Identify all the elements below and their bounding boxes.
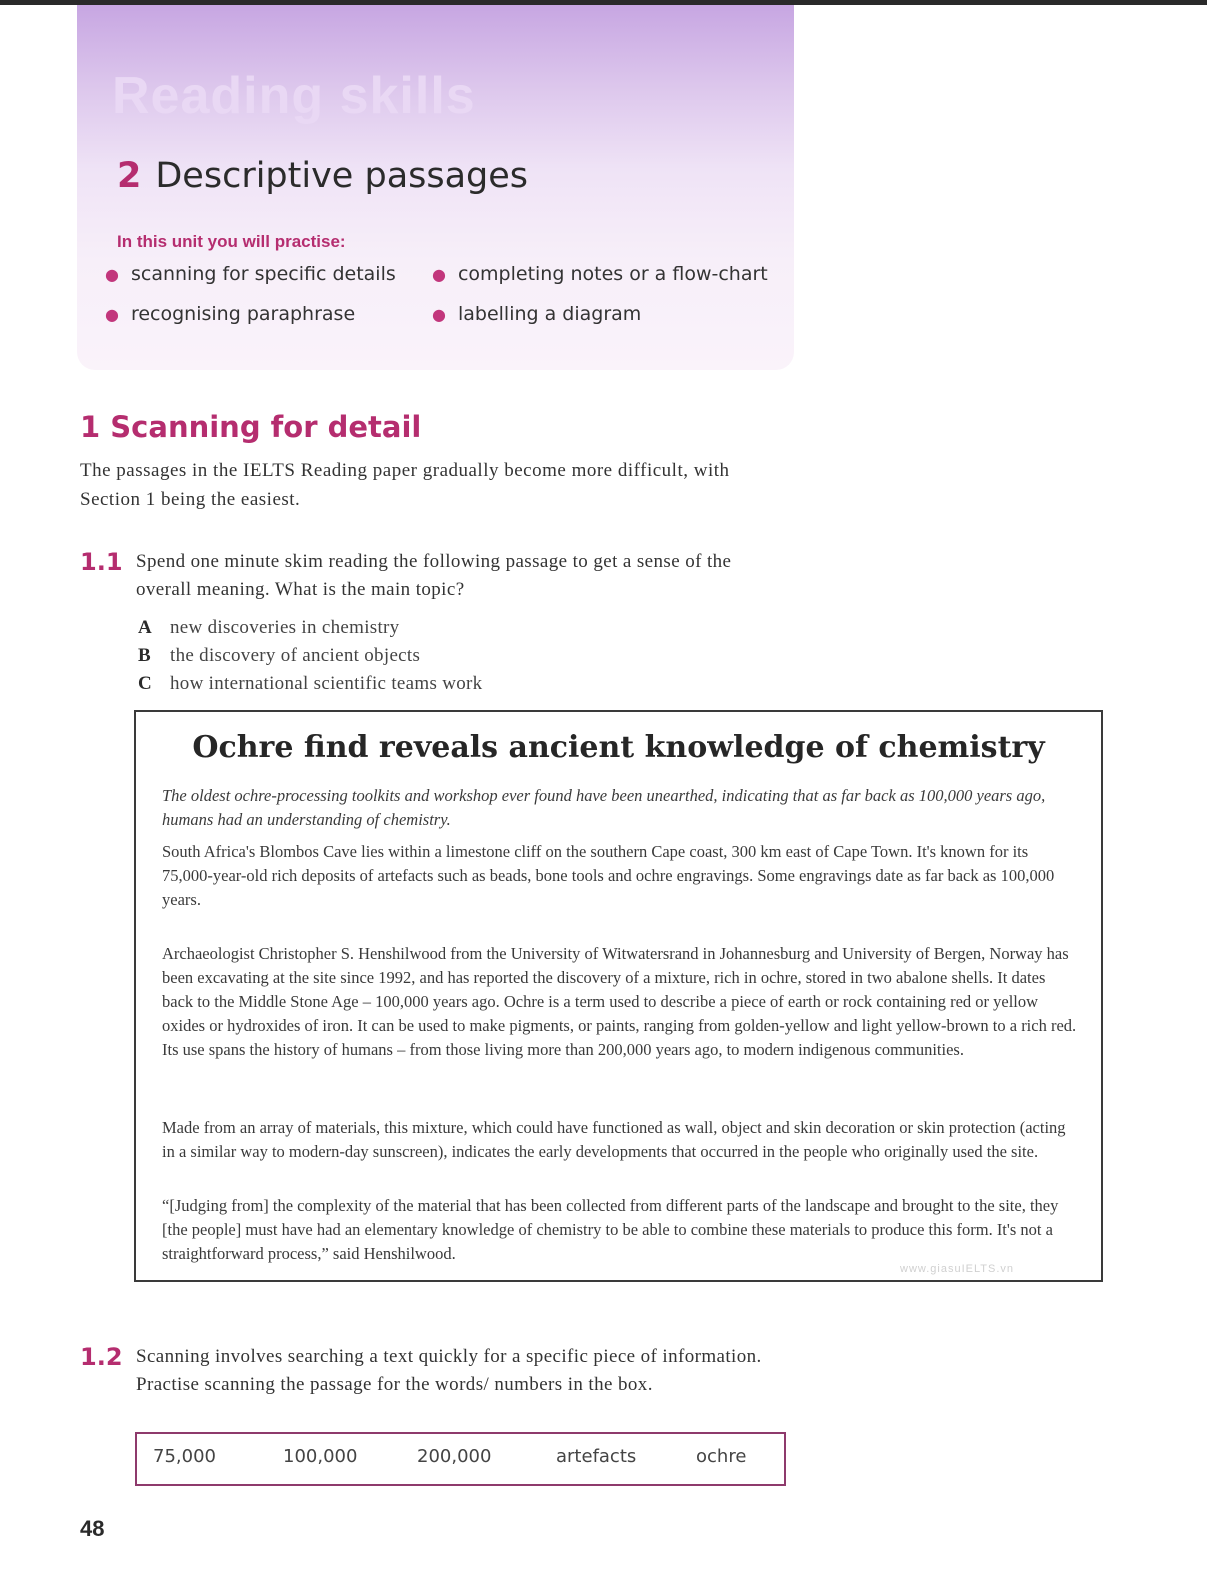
skill-item [432, 303, 641, 325]
section-title-text: Scanning for detail [110, 410, 422, 444]
article-paragraph: Made from an array of materials, this mixture, which could have functioned as wall, object and skin decoration or skin protection (acting in a similar way to modern-day sunscreen), indicates the early developments that occurred in the people who originally used the site. [162, 1118, 1066, 1161]
option-letter: B [138, 645, 151, 666]
bullet-icon: ● [105, 265, 119, 284]
bullet-icon: ● [432, 305, 446, 324]
watermark: www.giasuIELTS.vn [900, 1263, 1015, 1275]
option-text: new discoveries in chemistry [170, 617, 400, 638]
skill-text: scanning for specific details [130, 263, 396, 285]
option-text: the discovery of ancient objects [170, 645, 421, 666]
unit-number: 2 [117, 156, 142, 196]
task-instruction: Scanning involves searching a text quickly for a specific piece of information. Practise scanning the passage for the words/ numbers in the box. [136, 1346, 762, 1395]
word-item: 200,000 [417, 1446, 492, 1467]
word-item: 100,000 [283, 1446, 358, 1467]
skill-item [432, 263, 768, 285]
skill-text: completing notes or a flow-chart [457, 263, 768, 285]
word-item: artefacts [556, 1446, 637, 1467]
answer-option [138, 645, 420, 667]
skill-item [105, 303, 355, 325]
article-paragraph: South Africa's Blombos Cave lies within a limestone cliff on the southern Cape coast, 300 km east of Cape Town. It's known for its 75,000-year-old rich deposits of artefacts such as beads, bone tools and ochre engravings. Some engravings date as far back as 100,000 years. [162, 842, 1055, 909]
bullet-icon: ● [105, 305, 119, 324]
article-paragraph: “[Judging from] the complexity of the material that has been collected from different parts of the landscape and brought to the site, they [the people] must have had an elementary knowledge of chemistry to be able to combine these materials to produce this form. It's not a straightforward process,” said Henshilwood. [162, 1196, 1059, 1263]
article-title: Ochre find reveals ancient knowledge of chemistry [192, 730, 1045, 765]
skill-text: recognising paraphrase [130, 303, 356, 325]
article-standfirst: The oldest ochre-processing toolkits and workshop ever found have been unearthed, indicating that as far back as 100,000 years ago, humans had an understanding of chemistry. [162, 786, 1046, 829]
option-letter: C [138, 673, 153, 694]
option-letter: A [138, 617, 153, 638]
band-title: Reading skills [112, 67, 476, 125]
page-number: 48 [80, 1516, 105, 1541]
word-item: 75,000 [153, 1446, 216, 1467]
task-instruction: Spend one minute skim reading the following passage to get a sense of the overall meaning. What is the main topic? [136, 551, 732, 600]
task-number: 1.2 [80, 1343, 123, 1371]
skill-item [105, 263, 396, 285]
answer-option [138, 673, 482, 695]
article-paragraph: Archaeologist Christopher S. Henshilwood from the University of Witwatersrand in Johannesburg and University of Bergen, Norway has been excavating at the site since 1992, and has reported the discovery of a mixture, rich in ochre, stored in two abalone shells. It dates back to the Middle Stone Age – 100,000 years ago. Ochre is a term used to describe a piece of earth or rock containing red or yellow oxides or hydroxides of iron. It can be used to make pigments, or paints, ranging from golden-yellow and light yellow-brown to a rich red. Its use spans the history of humans – from those living more than 200,000 years ago, to modern indigenous communities. [162, 944, 1077, 1059]
section-number: 1 [80, 410, 101, 444]
unit-title [117, 156, 528, 196]
answer-option [138, 617, 399, 639]
practise-heading: In this unit you will practise: [117, 232, 346, 251]
option-text: how international scientific teams work [170, 673, 483, 694]
skill-text: labelling a diagram [457, 303, 642, 325]
bullet-icon: ● [432, 265, 446, 284]
section-intro: The passages in the IELTS Reading paper gradually become more difficult, with Section 1 being the easiest. [80, 460, 730, 510]
task-number: 1.1 [80, 548, 123, 576]
unit-title-text: Descriptive passages [155, 156, 529, 196]
word-item: ochre [696, 1446, 747, 1467]
section-title [80, 410, 421, 444]
